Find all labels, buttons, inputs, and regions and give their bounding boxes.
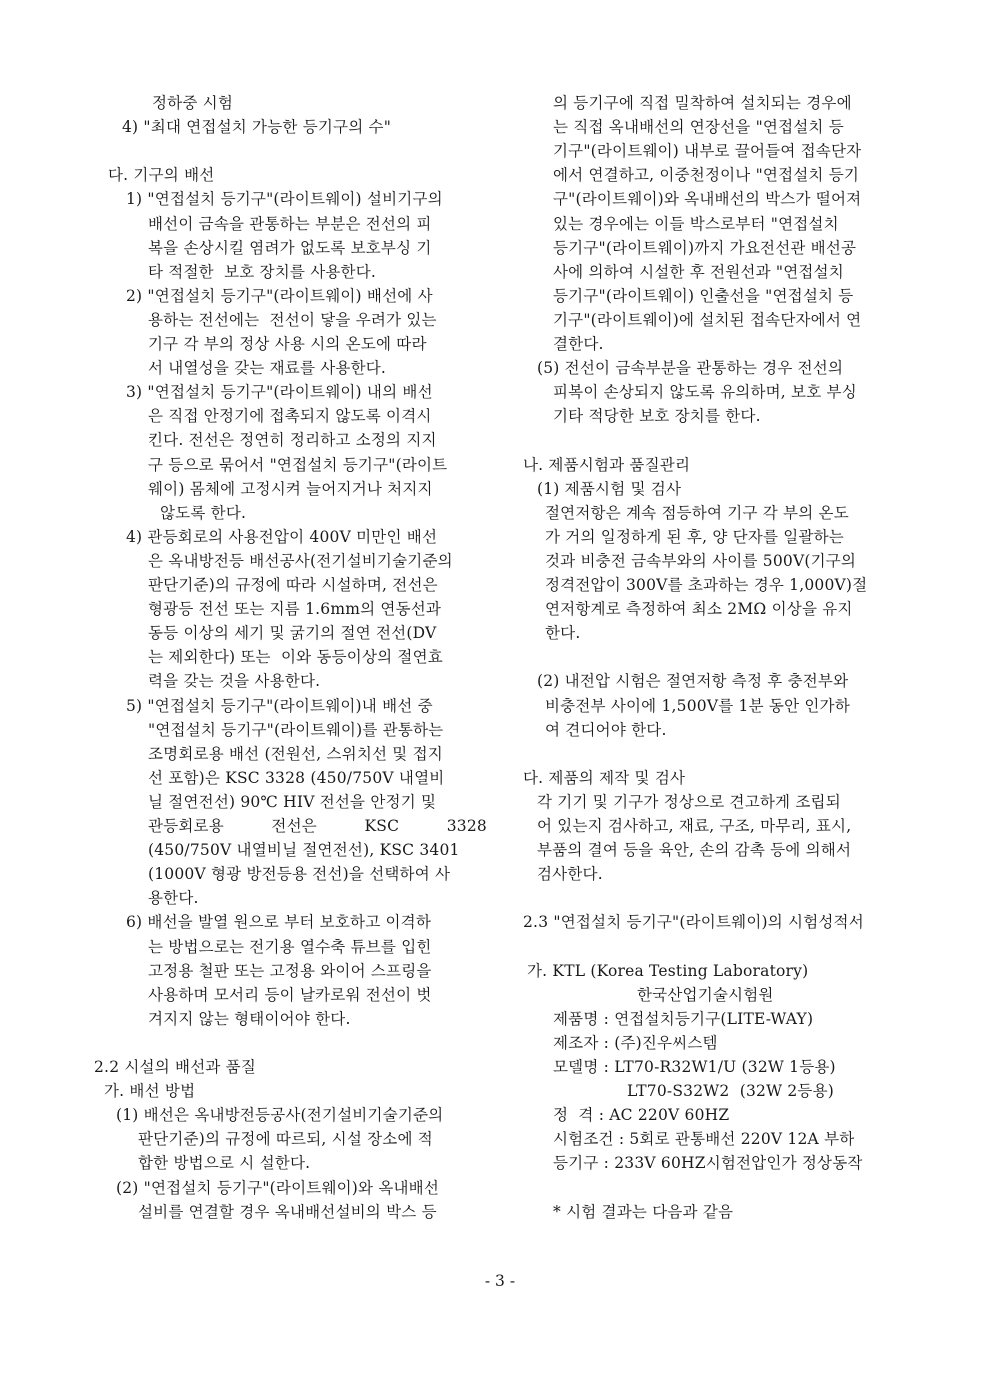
right-text-line: 정격전압이 300V를 초과하는 경우 1,000V)절 [545,576,868,594]
left-text-line: 구 등으로 묶어서 "연접설치 등기구"(라이트 [148,455,448,474]
left-text-line: 가. 배선 방법 [104,1082,196,1101]
right-text-line: 모델명 : LT70-R32W1/U (32W 1등용) [553,1058,836,1076]
left-text-line: 다. 기구의 배선 [108,166,215,185]
left-text-line: 웨이) 몸체에 고정시켜 늘어지거나 처지지 [148,479,433,498]
right-text-line: 기타 적당한 보호 장치를 한다. [553,407,761,426]
right-text-line: 구"(라이트웨이)와 옥내배선의 박스가 떨어져 [553,190,862,209]
right-text-line: 등기구"(라이트웨이) 인출선을 "연접설치 등 [553,286,854,305]
right-text-line: 것과 비충전 금속부와의 사이를 500V(기구의 [545,551,857,570]
left-text-line: 판단기준)의 규정에 따르되, 시설 장소에 적 [138,1130,433,1149]
right-text-line: 절연저항은 계속 점등하여 기구 각 부의 온도 [545,503,849,522]
left-text-line: 력을 갖는 것을 사용한다. [148,672,321,691]
left-text-line: 사용하며 모서리 등이 날카로워 전선이 벗 [148,985,432,1004]
left-text-line: 정하중 시험 [152,94,233,112]
left-text-line: 합한 방법으로 시 설한다. [138,1154,311,1173]
left-text-line: 4) "최대 연접설치 가능한 등기구의 수" [122,118,392,137]
left-text-line: 서 내열성을 갖는 재료를 사용한다. [148,359,387,378]
right-text-line: 각 기기 및 기구가 정상으로 견고하게 조립되 [537,792,841,811]
right-text-line: 있는 경우에는 이들 박스로부터 "연접설치 [553,214,839,233]
right-text-line: (5) 전선이 금속부분을 관통하는 경우 전선의 [537,359,844,378]
right-text-line: 시험조건 : 5회로 관통배선 220V 12A 부하 [553,1130,855,1149]
left-text-line: (2) "연접설치 등기구"(라이트웨이)와 옥내배선 [116,1178,440,1197]
left-text-line: 용하는 전선에는 전선이 닿을 우려가 있는 [148,310,437,329]
left-text-line: 2) "연접설치 등기구"(라이트웨이) 배선에 사 [126,286,433,305]
right-text-line: 연저항계로 측정하여 최소 2MΩ 이상을 유지 [545,600,853,619]
right-text-line: 제조자 : (주)진우씨스템 [553,1033,718,1052]
left-text-line: (450/750V 내열비닐 절연전선), KSC 3401 [148,841,460,860]
page-number: - 3 - [484,1272,516,1290]
left-text-line: 선 포함)은 KSC 3328 (450/750V 내열비 [148,768,445,787]
right-text-line: 기구"(라이트웨이)에 설치된 접속단자에서 연 [553,310,862,329]
right-text-line: (2) 내전압 시험은 절연저항 측정 후 충전부와 [537,672,849,691]
right-text-line: 가. KTL (Korea Testing Laboratory) [527,961,809,980]
right-text-line: 제품명 : 연접설치등기구(LITE-WAY) [553,1009,814,1028]
right-text-line: 결한다. [553,335,604,353]
right-text-line: 사에 의하여 시설한 후 전원선과 "연접설치 [553,262,844,281]
right-text-line: 등기구 : 233V 60HZ시험전압인가 정상동작 [553,1154,863,1173]
right-text-line: 기구"(라이트웨이) 내부로 끌어들여 접속단자 [553,142,862,161]
left-text-line: 5) "연접설치 등기구"(라이트웨이)내 배선 중 [126,696,433,715]
right-text-line: 는 직접 옥내배선의 연장선을 "연접설치 등 [553,118,844,137]
left-text-line: 은 직접 안정기에 접촉되지 않도록 이격시 [148,407,432,426]
right-text-line: 2.3 "연접설치 등기구"(라이트웨이)의 시험성적서 [523,913,864,932]
left-text-line: 관등회로용 전선은 KSC 3328 [148,817,487,835]
right-text-line: 정 격 : AC 220V 60HZ [553,1106,730,1125]
right-text-line: LT70-S32W2 (32W 2등용) [627,1082,834,1101]
right-text-line: (1) 제품시험 및 검사 [537,479,682,498]
left-text-line: 6) 배선을 발열 원으로 부터 보호하고 이격하 [126,913,432,932]
right-text-line: 가 거의 일정하게 된 후, 양 단자를 일괄하는 [545,527,844,546]
left-text-line: 2.2 시설의 배선과 품질 [94,1058,257,1076]
left-text-line: 판단기준)의 규정에 따라 시설하며, 전선은 [148,576,438,594]
left-text-line: (1000V 형광 방전등용 전선)을 선택하여 사 [148,865,451,884]
left-text-line: 조명회로용 배선 (전원선, 스위치선 및 접지 [148,744,443,763]
left-text-line: 고정용 철판 또는 고정용 와이어 스프링을 [148,961,432,980]
left-text-line: 않도록 한다. [160,503,247,522]
left-text-line: 복을 손상시킬 염려가 없도록 보호부싱 기 [148,238,432,257]
left-text-line: 는 제외한다) 또는 이와 동등이상의 절연효 [148,648,443,667]
left-text-line: 는 방법으로는 전기용 열수축 튜브를 입힌 [148,937,432,956]
left-text-line: 기구 각 부의 정상 사용 시의 온도에 따라 [148,335,427,353]
left-text-line: 은 옥내방전등 배선공사(전기설비기술기준의 [148,551,453,570]
left-text-line: 용한다. [148,889,199,908]
left-text-line: 4) 관등회로의 사용전압이 400V 미만인 배선 [126,527,438,546]
right-text-line: 다. 제품의 제작 및 검사 [523,768,686,787]
right-text-line: * 시험 결과는 다음과 같음 [553,1202,734,1221]
left-text-line: 타 적절한 보호 장치를 사용한다. [148,262,377,281]
left-text-line: "연접설치 등기구"(라이트웨이)를 관통하는 [148,720,444,739]
left-text-line: 겨지지 않는 형태이어야 한다. [148,1009,351,1028]
left-text-line: 킨다. 전선은 정연히 정리하고 소정의 지지 [148,431,437,450]
right-text-line: 여 견디어야 한다. [545,720,667,739]
left-text-line: 동등 이상의 세기 및 굵기의 절연 전선(DV [148,624,437,643]
right-text-line: 검사한다. [537,865,603,884]
left-text-line: 형광등 전선 또는 지름 1.6mm의 연동선과 [148,600,442,619]
left-text-line: (1) 배선은 옥내방전등공사(전기설비기술기준의 [116,1106,444,1125]
right-text-line: 어 있는지 검사하고, 재료, 구조, 마무리, 표시, [537,817,852,835]
left-text-line: 설비를 연결할 경우 옥내배선설비의 박스 등 [138,1202,437,1221]
right-text-line: 등기구"(라이트웨이)까지 가요전선관 배선공 [553,238,857,257]
right-text-line: 나. 제품시험과 품질관리 [523,455,691,474]
left-text-line: 배선이 금속을 관통하는 부분은 전선의 피 [148,214,432,233]
right-text-line: 부품의 결여 등을 육안, 손의 감촉 등에 의해서 [537,841,852,860]
right-text-line: 에서 연결하고, 이중천정이나 "연접설치 등기 [553,166,860,185]
right-text-line: 한국산업기술시험원 [637,985,774,1004]
left-text-line: 1) "연접설치 등기구"(라이트웨이) 설비기구의 [126,190,443,209]
right-text-line: 피복이 손상되지 않도록 유의하며, 보호 부싱 [553,383,857,402]
right-text-line: 한다. [545,624,581,643]
right-text-line: 의 등기구에 직접 밀착하여 설치되는 경우에 [553,94,852,112]
left-text-line: 닐 절연전선) 90℃ HIV 전선을 안정기 및 [148,792,437,811]
right-text-line: 비충전부 사이에 1,500V를 1분 동안 인가하 [545,696,850,715]
left-text-line: 3) "연접설치 등기구"(라이트웨이) 내의 배선 [126,383,433,402]
